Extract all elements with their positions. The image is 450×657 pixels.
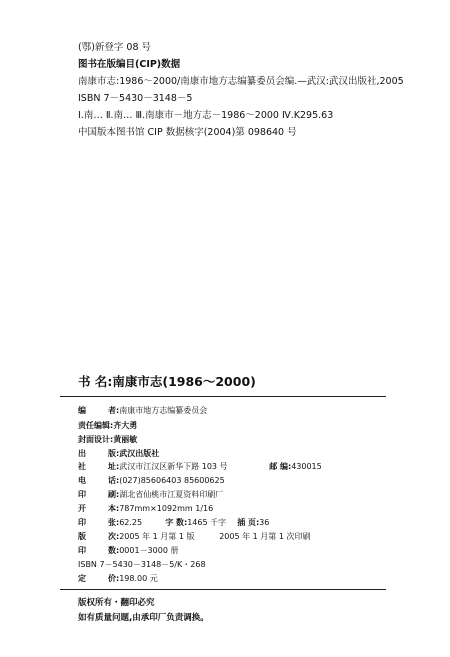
address-value: 武汉市江汉区新华下路 103 号 [119,462,228,471]
isbn-full: ISBN 7－5430－3148－5/K・268 [78,560,206,569]
copies-row [78,546,178,556]
copies-sep: 数: [108,546,120,555]
price-value: 198.00 元 [119,574,158,583]
sheets-sep: 张: [108,518,120,527]
address-label: 社 [78,462,86,471]
publisher-label: 出 [78,449,86,458]
sheets-row [78,518,269,528]
phone-label: 电 [78,476,86,485]
address-row [78,462,322,472]
registration-number: (鄂)新登字 08 号 [78,42,152,53]
postcode-label: 邮 编: [269,462,292,471]
edition-value: 2005 年 1 月第 1 版 [119,532,195,541]
price-row [78,574,158,584]
format-sep: 本: [108,504,120,513]
responsible-editor: 责任编辑:齐大勇 [78,421,138,430]
quality-notice: 如有质量问题,由承印厂负责调换。 [78,613,209,623]
format-row [78,504,213,514]
bottom-divider [60,589,386,590]
publisher-value: 武汉出版社 [119,449,160,458]
editor-value: 南康市地方志编纂委员会 [119,406,208,415]
phone-row [78,476,225,486]
editor-row [78,406,207,416]
copies-value: 0001－3000 册 [119,546,179,555]
sheets-label: 印 [78,518,86,527]
copyright-notice: 版权所有・翻印必究 [78,598,155,608]
cip-heading: 图书在版编目(CIP)数据 [78,59,181,70]
postcode-value: 430015 [291,462,322,471]
edition-label: 版 [78,532,86,541]
copies-label: 印 [78,546,86,555]
publisher-sep: 版: [108,449,120,458]
format-value: 787mm×1092mm 1/16 [119,504,214,513]
printer-label: 印 [78,490,86,499]
book-title-line [78,376,256,388]
book-title: 南康市志(1986～2000) [112,374,256,389]
editor-label: 编 [78,406,86,415]
cip-verify-number: 中国版本图书馆 CIP 数据核字(2004)第 098640 号 [78,127,297,138]
top-divider [60,396,386,397]
words-value: 1465 千字 [187,518,227,527]
printing-value: 2005 年 1 月第 1 次印刷 [219,532,311,541]
words-label: 字 数: [165,518,188,527]
phone-sep: 话: [108,476,120,485]
address-sep: 址: [108,462,120,471]
format-label: 开 [78,504,86,513]
printer-sep: 刷: [108,490,120,499]
printer-row [78,490,223,500]
sheets-value: 62.25 [119,518,143,527]
cip-entry: 南康市志:1986～2000/南康市地方志编纂委员会编.—武汉:武汉出版社,2005 [78,76,404,87]
edition-row [78,532,310,542]
price-label: 定 [78,574,86,583]
plates-label: 插 页: [237,518,260,527]
publisher-row [78,449,159,459]
edition-sep: 次: [108,532,120,541]
cip-isbn: ISBN 7－5430－3148－5 [78,93,193,104]
printer-value: 湖北省仙桃市江夏资料印刷厂 [119,490,224,499]
price-sep: 价: [108,574,120,583]
book-title-label: 书 名: [78,374,113,389]
editor-sep: 者: [108,406,120,415]
cover-designer: 封面设计:黄丽敏 [78,435,138,444]
phone-value: (027)85606403 85600625 [119,476,225,485]
plates-value: 36 [259,518,270,527]
cip-subjects: Ⅰ.南… Ⅱ.南… Ⅲ.南康市－地方志－1986～2000 Ⅳ.K295.63 [78,110,334,121]
